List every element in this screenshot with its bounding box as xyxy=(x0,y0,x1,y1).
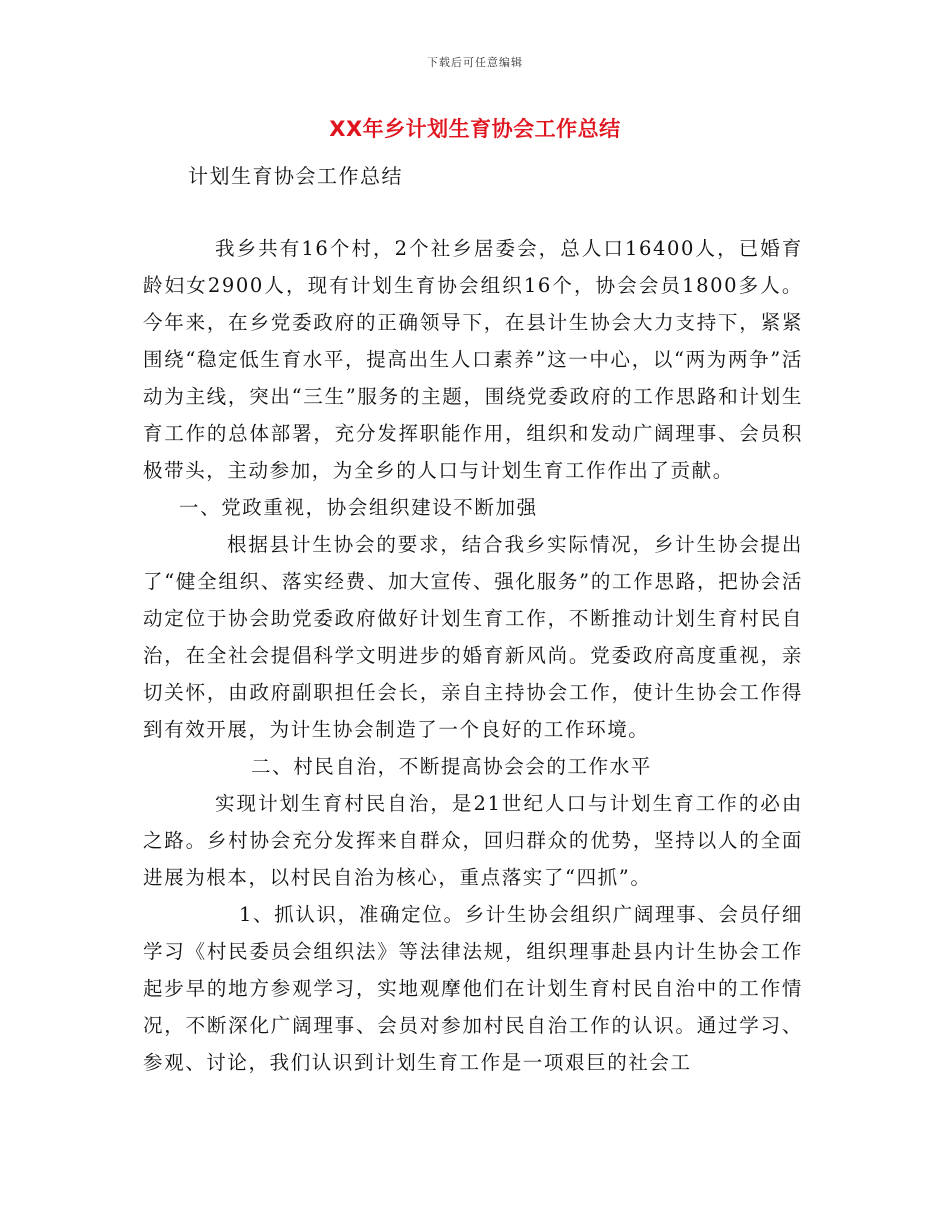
document-title: XX年乡计划生育协会工作总结 xyxy=(329,117,621,141)
document-body xyxy=(143,230,803,1081)
section-heading-1: 一、党政重视，协会组织建设不断加强 xyxy=(179,496,538,519)
paragraph-intro: 我乡共有16个村，2个社乡居委会，总人口16400人，已婚育龄妇女2900人，现有计划生育协会组织16个，协会会员1800多人。今年来，在乡党委政府的正确领导下，在县计生协会大力支持下，紧紧围绕“稳定低生育水平，提高出生人口素养”这一中心，以“两为两争”活动为主线，突出“三生”服务的主题，围绕党委政府的工作思路和计划生育工作的总体部署，充分发挥职能作用，组织和发动广阔理事、会员积极带头，主动参加，为全乡的人口与计划生育工作作出了贡献。 xyxy=(143,237,803,482)
paragraph-section-1: 根据县计生协会的要求，结合我乡实际情况，乡计生协会提出了“健全组织、落实经费、加大宣传、强化服务”的工作思路，把协会活动定位于协会助党委政府做好计划生育工作，不断推动计划生育村民自治，在全社会提倡科学文明进步的婚育新风尚。党委政府高度重视，亲切关怀，由政府副职担任会长，亲自主持协会工作，使计生协会工作得到有效开展，为计生协会制造了一个良好的工作环境。 xyxy=(143,533,803,741)
section-heading-2: 二、村民自治，不断提高协会会的工作水平 xyxy=(251,755,652,778)
paragraph-item-1: 1、抓认识，准确定位。乡计生协会组织广阔理事、会员仔细学习《村民委员会组织法》等法律法规，组织理事赴县内计生协会工作起步早的地方参观学习，实地观摩他们在计划生育村民自治中的工作情况，不断深化广阔理事、会员对参加村民自治工作的认识。通过学习、参观、讨论，我们认识到计划生育工作是一项艰巨的社会工 xyxy=(143,903,803,1074)
paragraph-section-2: 实现计划生育村民自治，是21世纪人口与计划生育工作的必由之路。乡村协会充分发挥来自群众，回归群众的优势，坚持以人的全面进展为根本，以村民自治为核心，重点落实了“四抓”。 xyxy=(143,792,803,889)
document-subtitle: 计划生育协会工作总结 xyxy=(188,164,403,188)
header-note: 下载后可任意编辑 xyxy=(427,56,523,69)
